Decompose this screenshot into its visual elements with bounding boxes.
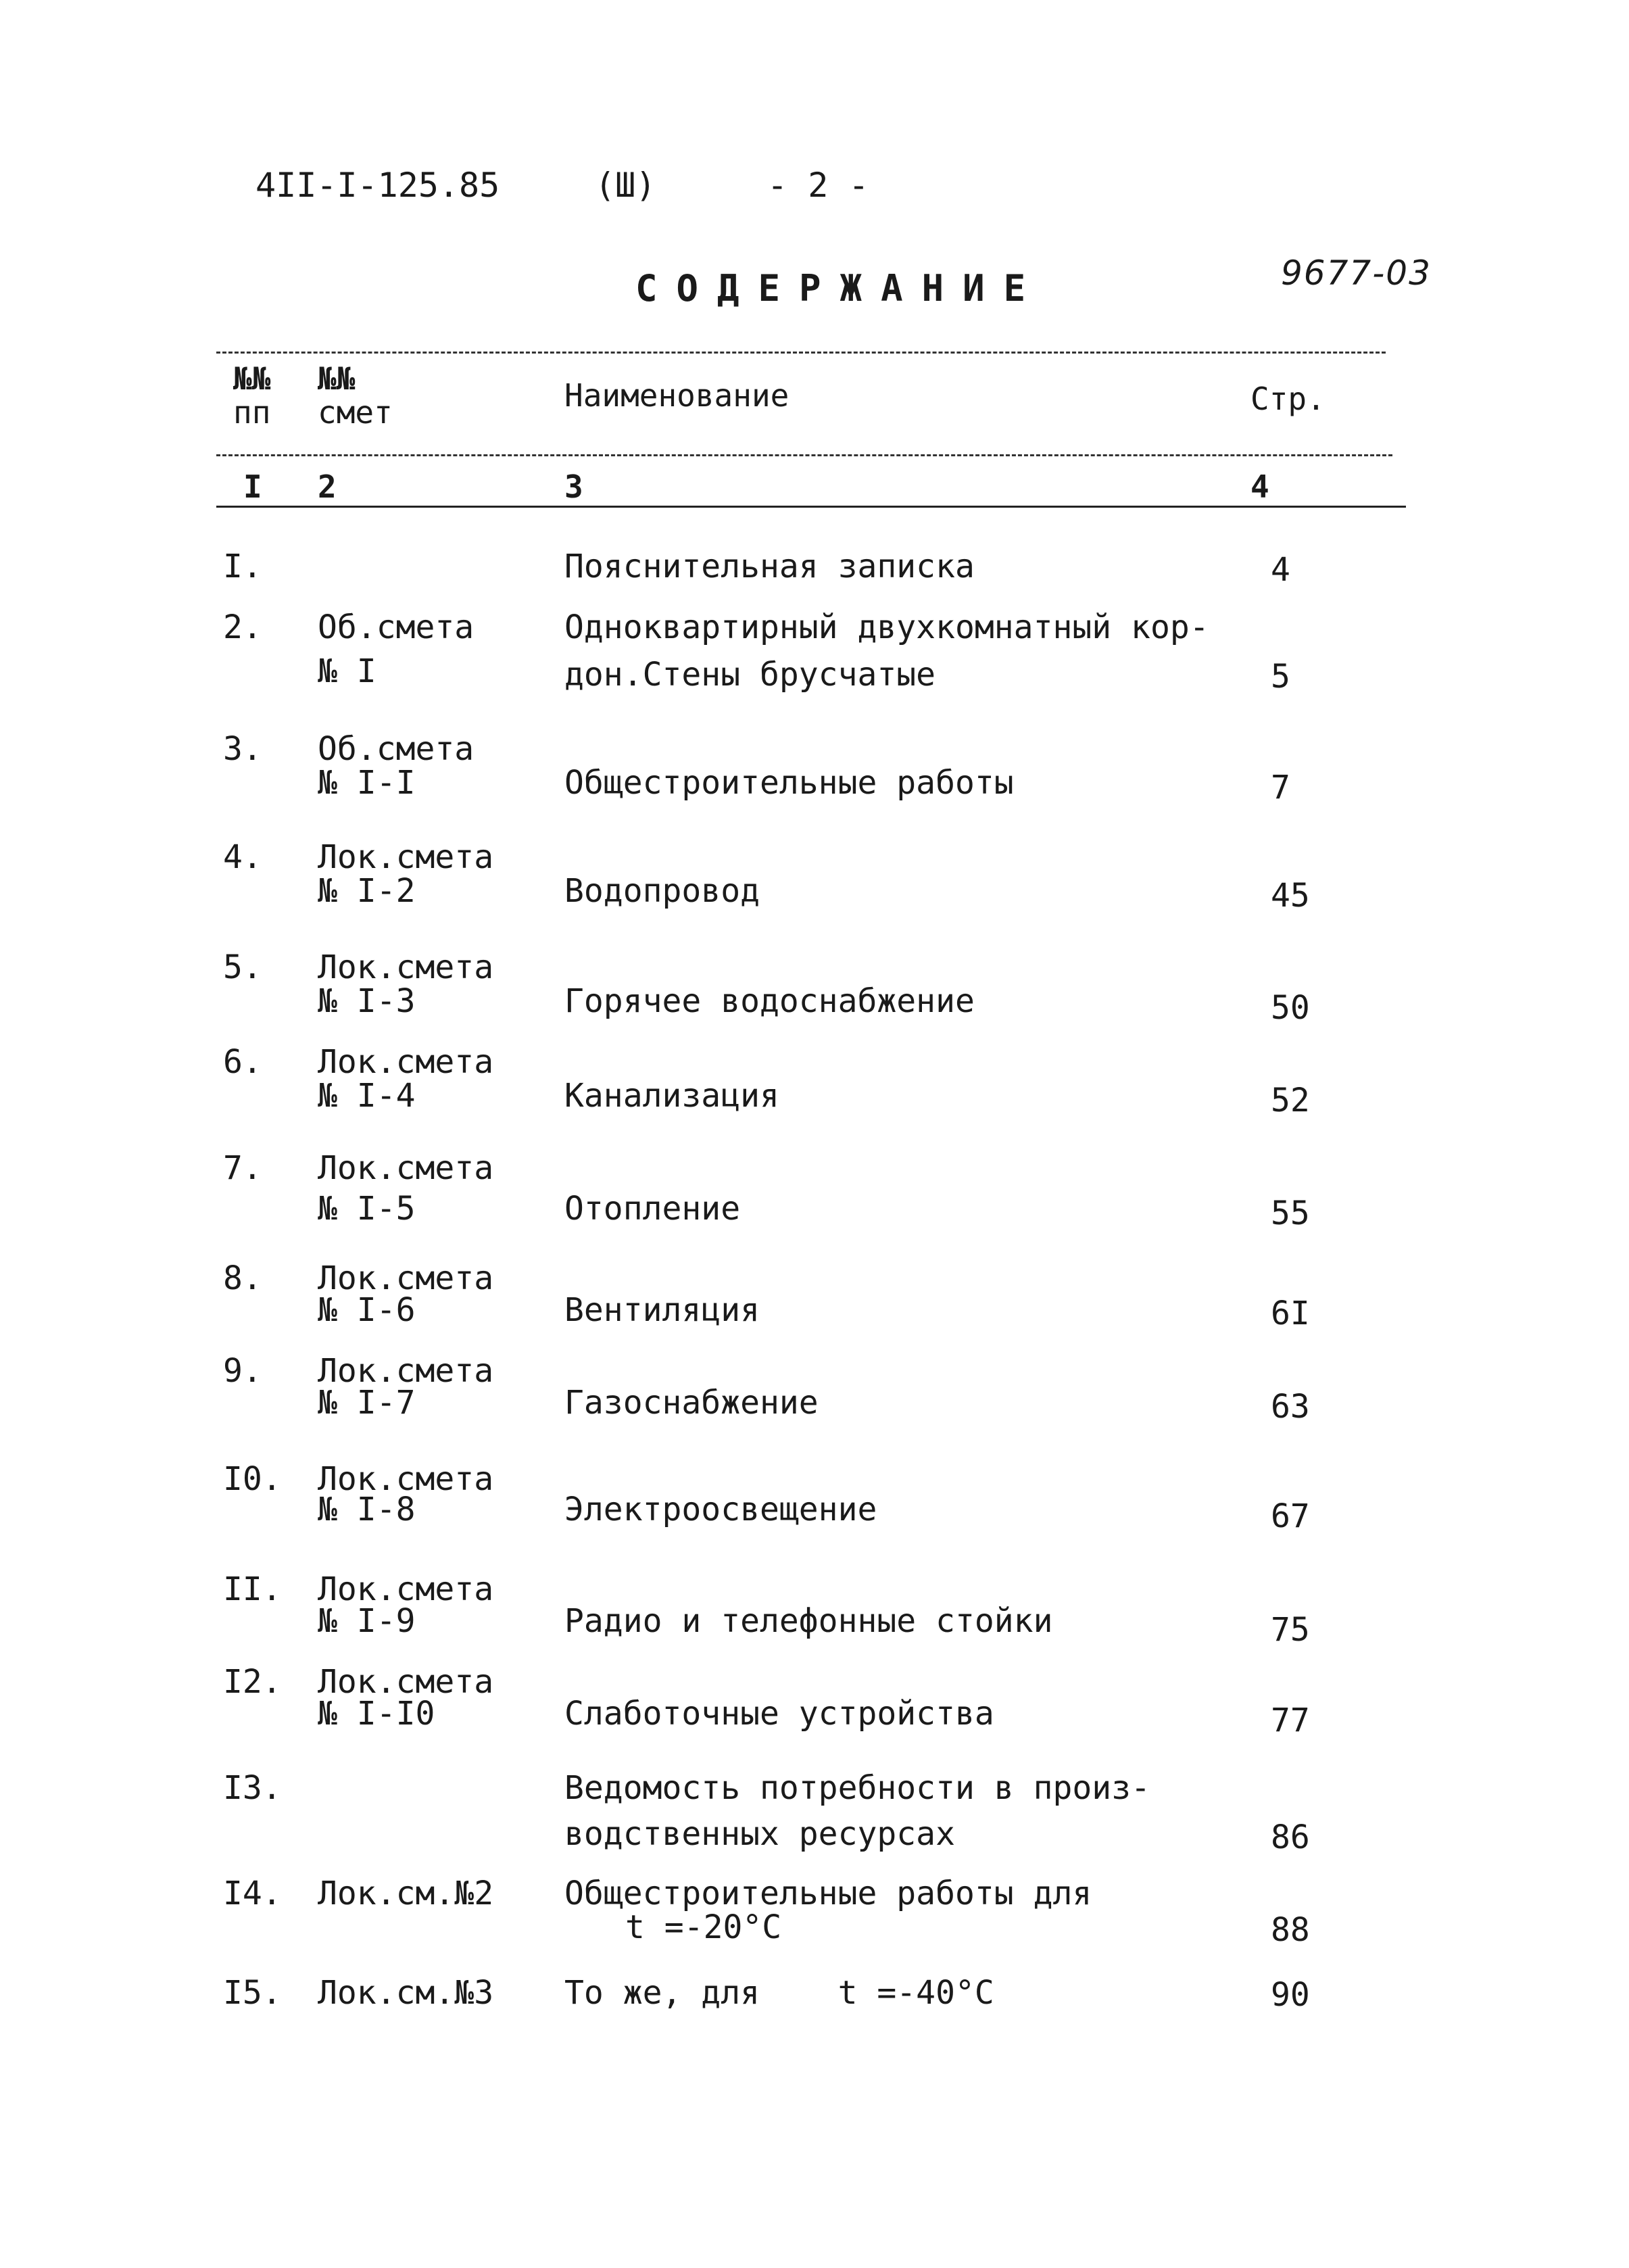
column-number-2: 2: [318, 468, 337, 505]
row-estimate-line1: Лок.см.№2: [318, 1875, 494, 1912]
row-number: 4.: [223, 838, 262, 876]
row-name-line2: Канализация: [564, 1077, 779, 1115]
row-estimate-line2: № I: [318, 652, 376, 690]
row-page: 75: [1271, 1611, 1310, 1649]
row-page: 50: [1271, 989, 1310, 1027]
row-number: 5.: [223, 948, 262, 986]
column-number-4: 4: [1250, 468, 1269, 505]
header-bottom-rule: [216, 506, 1406, 508]
row-number: 8.: [223, 1259, 262, 1297]
row-estimate-line2: № I-I: [318, 764, 416, 802]
row-estimate-line1: Лок.смета: [318, 1570, 494, 1608]
row-name-line1: Пояснительная записка: [564, 548, 975, 585]
row-number: I3.: [223, 1769, 282, 1807]
row-name-line2: Вентиляция: [564, 1291, 760, 1329]
row-name-line2: Общестроительные работы: [564, 764, 1014, 802]
col4-header: Стр.: [1250, 381, 1326, 417]
row-name-line2: Газоснабжение: [564, 1384, 819, 1422]
row-name-line2: Горячее водоснабжение: [564, 982, 975, 1020]
row-number: II.: [223, 1570, 282, 1608]
row-page: 6I: [1271, 1295, 1310, 1332]
row-page: 90: [1271, 1976, 1310, 2014]
row-page: 67: [1271, 1497, 1310, 1535]
row-estimate-line1: Лок.смета: [318, 1259, 494, 1297]
row-page: 5: [1271, 658, 1290, 696]
row-estimate-line2: № I-8: [318, 1491, 416, 1528]
row-name-line1: Общестроительные работы для: [564, 1875, 1092, 1912]
row-name-line2: Водопровод: [564, 872, 760, 910]
row-page: 7: [1271, 769, 1290, 806]
row-estimate-line1: Лок.смета: [318, 948, 494, 986]
row-name-line2: Радио и телефонные стойки: [564, 1602, 1053, 1640]
row-number: I2.: [223, 1663, 282, 1701]
row-name-line2: Отопление: [564, 1190, 741, 1228]
row-name-line2: Электроосвещение: [564, 1491, 877, 1528]
row-estimate-line2: № I-5: [318, 1190, 416, 1228]
row-page: 77: [1271, 1702, 1310, 1739]
row-estimate-line1: Об.смета: [318, 608, 475, 646]
row-number: 3.: [223, 730, 262, 768]
row-number: 6.: [223, 1043, 262, 1081]
row-estimate-line2: № I-2: [318, 872, 416, 910]
header-top-rule: [216, 352, 1386, 354]
row-estimate-line1: Лок.смета: [318, 1149, 494, 1187]
row-name-line2: t =-20°C: [625, 1908, 782, 1946]
row-estimate-line1: Лок.смета: [318, 1352, 494, 1390]
row-number: I0.: [223, 1460, 282, 1498]
row-estimate-line2: № I-I0: [318, 1695, 435, 1733]
col2-header-line1: №№: [318, 360, 356, 397]
row-name-line1: То же, для t =-40°C: [564, 1974, 994, 2012]
page-title: СОДЕРЖАНИЕ: [635, 267, 1045, 310]
row-name-line2: Слаботочные устройства: [564, 1695, 994, 1733]
handwritten-number: 9677-03: [1281, 254, 1432, 293]
document-code: 4II-I-125.85: [256, 166, 500, 205]
row-page: 52: [1271, 1082, 1310, 1119]
row-estimate-line1: Лок.смета: [318, 1460, 494, 1498]
row-name-line1: Ведомость потребности в произ-: [564, 1769, 1150, 1807]
row-estimate-line2: № I-4: [318, 1077, 416, 1115]
row-estimate-line1: Об.смета: [318, 730, 475, 768]
row-page: 4: [1271, 551, 1290, 589]
row-page: 45: [1271, 877, 1310, 915]
page-marker: - 2 -: [767, 166, 869, 205]
row-page: 88: [1271, 1911, 1310, 1949]
row-page: 86: [1271, 1818, 1310, 1856]
row-estimate-line2: № I-3: [318, 982, 416, 1020]
row-number: I.: [223, 548, 262, 585]
row-estimate-line1: Лок.смета: [318, 838, 494, 876]
row-estimate-line2: № I-9: [318, 1602, 416, 1640]
row-name-line2: дон.Стены брусчатые: [564, 656, 936, 694]
row-name-line1: Одноквартирный двухкомнатный кор-: [564, 608, 1209, 646]
row-page: 55: [1271, 1195, 1310, 1232]
col1-header-line2: пп: [233, 394, 271, 431]
document-part: (Ш): [595, 166, 656, 205]
row-number: 2.: [223, 608, 262, 646]
row-estimate-line1: Лок.смета: [318, 1043, 494, 1081]
row-estimate-line1: Лок.смета: [318, 1663, 494, 1701]
row-estimate-line2: № I-6: [318, 1291, 416, 1329]
row-name-line2: водственных ресурсах: [564, 1815, 955, 1853]
col2-header-line2: смет: [318, 394, 393, 431]
row-page: 63: [1271, 1388, 1310, 1426]
header-middle-rule: [216, 454, 1392, 456]
row-estimate-line2: № I-7: [318, 1384, 416, 1422]
col1-header-line1: №№: [233, 360, 271, 397]
column-number-1: I: [243, 468, 262, 505]
row-number: 9.: [223, 1352, 262, 1390]
row-estimate-line1: Лок.см.№3: [318, 1974, 494, 2012]
row-number: I5.: [223, 1974, 282, 2012]
col3-header: Наименование: [564, 377, 789, 414]
row-number: 7.: [223, 1149, 262, 1187]
row-number: I4.: [223, 1875, 282, 1912]
column-number-3: 3: [564, 468, 583, 505]
